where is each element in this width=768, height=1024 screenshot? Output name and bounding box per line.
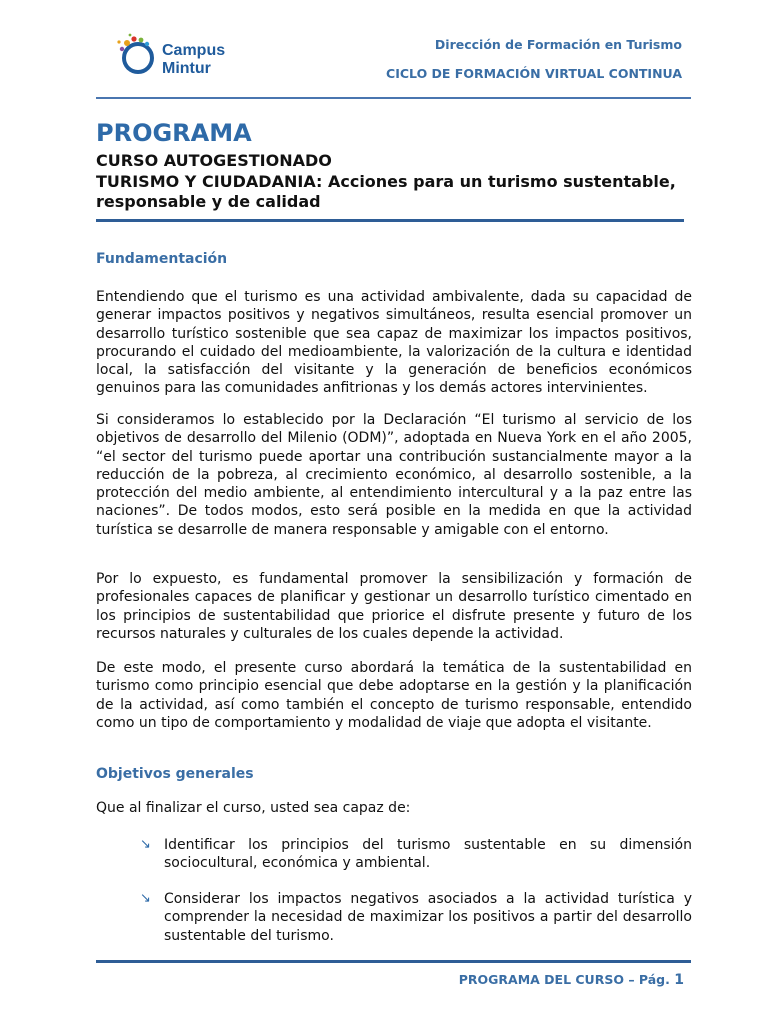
page-number: 1 — [674, 972, 684, 988]
list-item-text: Identificar los principios del turismo sustentable en su dimensión sociocultural, económica y ambiental. — [164, 837, 692, 872]
course-subtitle — [96, 151, 696, 213]
course-name: TURISMO Y CIUDADANIA: Acciones para un turismo sustentable, responsable y de calidad — [96, 171, 676, 211]
arrow-down-right-icon: ↘ — [140, 837, 151, 852]
list-item — [140, 890, 692, 945]
header-cycle: CICLO DE FORMACIÓN VIRTUAL CONTINUA — [386, 66, 682, 81]
logo-text-campus: Campus — [162, 42, 226, 59]
paragraph-1: Entendiendo que el turismo es una actividad ambivalente, dada su capacidad de generar impactos positivos y negativos simultáneos, resulta esencial promover un desarrollo turístico sostenible que sea capaz de maximizar los impactos positivos, procurando el cuidado del medioambiente, la valorización de la cultura e identidad local, la satisfacción del visitante y la generación de beneficios económicos genuinos para las comunidades anfitrionas y los demás actores intervinientes. — [96, 289, 692, 397]
footer-divider — [96, 960, 691, 963]
page-title: PROGRAMA — [96, 119, 252, 147]
course-type: CURSO AUTOGESTIONADO — [96, 151, 332, 170]
header-divider — [96, 97, 691, 99]
header-info — [386, 37, 682, 81]
paragraph-3: Por lo expuesto, es fundamental promover la sensibilización y formación de profesionales capaces de planificar y gestionar un desarrollo turístico cimentado en los principios de sustentabilidad que priorice el disfrute presente y futuro de los recursos naturales y culturales de los cuales depende la actividad. — [96, 571, 692, 642]
list-item — [140, 836, 692, 873]
title-divider — [96, 219, 684, 222]
objectives-lead: Que al finalizar el curso, usted sea capaz de: — [96, 800, 411, 816]
header-direction: Dirección de Formación en Turismo — [434, 37, 682, 52]
section-heading-fundamentacion: Fundamentación — [96, 251, 228, 267]
list-item-text: Considerar los impactos negativos asociados a la actividad turística y comprender la necesidad de maximizar los positivos a partir del desarrollo sustentable del turismo. — [164, 891, 692, 944]
section-heading-objetivos: Objetivos generales — [96, 766, 254, 782]
page-footer — [459, 972, 684, 988]
logo-emblem-icon — [114, 32, 162, 80]
logo-text-mintur: Mintur — [162, 60, 211, 77]
paragraph-2: Si consideramos lo establecido por la Declaración “El turismo al servicio de los objetivos de desarrollo del Milenio (ODM)”, adoptada en Nueva York en el año 2005, “el sector del turismo puede aportar una contribución sustancialmente mayor a la reducción de la pobreza, al crecimiento económico, al desarrollo sostenible, a la protección del medio ambiente, al entendimiento intercultural y a la paz entre las naciones”. De todos modos, esto será posible en la medida en que la actividad turística se desarrolle de manera responsable y amigable con el entorno. — [96, 412, 692, 538]
campus-mintur-logo — [114, 32, 234, 84]
footer-label: PROGRAMA DEL CURSO – Pág. — [458, 972, 670, 987]
arrow-down-right-icon: ↘ — [140, 891, 151, 906]
paragraph-4: De este modo, el presente curso abordará la temática de la sustentabilidad en turismo como principio esencial que debe adoptarse en la gestión y la planificación de la actividad, así como también el concepto de turismo responsable, entendido como un tipo de comportamiento y modalidad de viaje que adopta el visitante. — [96, 660, 692, 731]
